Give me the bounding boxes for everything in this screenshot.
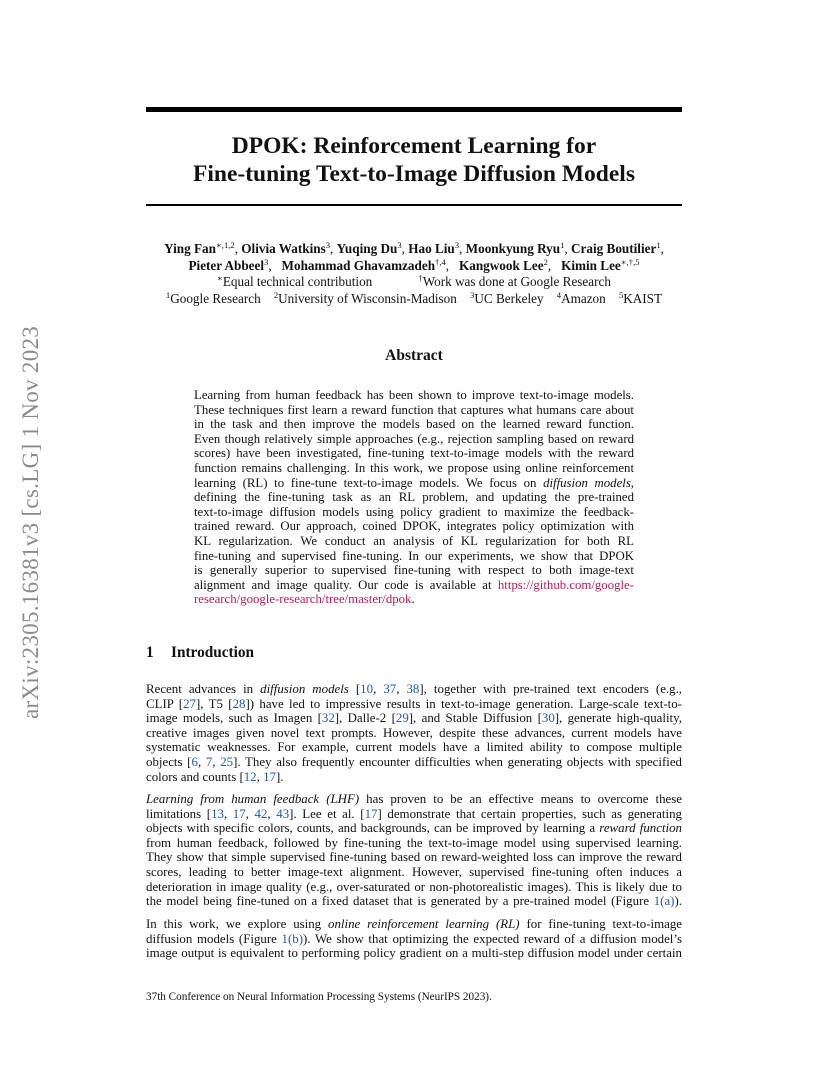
section-heading-introduction (146, 644, 254, 662)
body-line: diffusion models (Figure 1(b)). We show that optimizing the expected reward of a diffusion model’s (146, 931, 682, 946)
citation-link[interactable]: 12 (243, 769, 257, 784)
work-note: Work was done at Google Research (422, 274, 611, 289)
citation-link[interactable]: 27 (183, 696, 196, 711)
citation-link[interactable]: 10 (360, 682, 374, 696)
author-line-1: Ying Fan$^{∗,1,2}$, Olivia Watkins$^3$, Yuqing Du$^3$, Hao Liu$^3$, Moonkyung Ryu$^1$, Craig Boutilier$^1$, (164, 240, 664, 256)
code-link-continued[interactable]: research/google-research/tree/master/dpok (194, 592, 412, 607)
body-line: creative images given novel text prompts. However, despite these advances, current models have (146, 725, 682, 740)
body-line: Recent advances in diffusion models [10, 37, 38], together with pre-trained text encoders (e.g., (146, 682, 683, 696)
abstract-line: is generally superior to supervised fine-tuning with respect to both image-text (194, 563, 634, 578)
body-line: systematic weaknesses. For example, current models have a limited ability to compose multiple (146, 740, 682, 755)
citation-link[interactable]: 17 (263, 769, 276, 784)
code-link[interactable]: https://github.com/google- (497, 577, 634, 592)
abstract-line: defining the fine-tuning task as an RL problem, and updating the pre-trained (194, 490, 634, 505)
abstract-line: text-to-image diffusion models using policy gradient to maximize the feedback- (194, 504, 634, 519)
affiliations: $^1$Google Research $^2$University of Wisconsin-Madison $^3$UC Berkeley $^4$Amazon $^5$KAIST (165, 289, 663, 306)
section-title: Introduction (171, 644, 255, 661)
conference-footer: 37th Conference on Neural Information Processing Systems (NeurIPS 2023). (146, 991, 492, 1003)
affiliation: UC Berkeley (474, 290, 544, 306)
abstract-line: scores) have been investigated, fine-tuning text-to-image models with the reward (194, 446, 634, 461)
author-line-2: Pieter Abbeel$^3$, Mohammad Ghavamzadeh$^{\dagger,4}$, Kangwook Lee$^2$, Kimin Lee$^{∗,\dagger,5}$ (188, 256, 640, 273)
abstract-line: in the task and then improve the models based on the learned reward function. (194, 417, 634, 432)
citation-link[interactable]: 17 (364, 806, 378, 821)
citation-link[interactable]: 13 (211, 806, 224, 821)
author-name: Mohammad Ghavamzadeh (281, 257, 436, 273)
citation-link[interactable]: 37 (383, 682, 397, 696)
citation-link[interactable]: 6 (191, 754, 198, 769)
contribution-notes: ∗Equal technical contribution †Work was done at Google Research (217, 273, 611, 289)
citation-link[interactable]: 42 (254, 806, 268, 821)
author-block (146, 241, 682, 307)
body-line: the model being fine-tuned on a fixed dataset that is generated by a pre-trained model (Figure 1(a)). (146, 894, 682, 909)
citation-link[interactable]: 43 (276, 806, 290, 821)
author-name: Yuqing Du (336, 241, 398, 256)
author-name: Olivia Watkins (241, 241, 326, 256)
author-name: Kangwook Lee (458, 257, 544, 273)
body-line: Learning from human feedback (LHF) has proven to be an effective means to overcome these (146, 792, 682, 806)
author-name: Craig Boutilier (571, 241, 657, 256)
author-name: Moonkyung Ryu (465, 241, 561, 256)
affiliation: University of Wisconsin-Madison (278, 290, 457, 306)
affiliation: KAIST (623, 290, 663, 306)
body-line: colors and counts [12, 17]. (146, 769, 284, 784)
abstract-line: research/google-research/tree/master/dpok. (194, 592, 415, 607)
abstract-line: These techniques first learn a reward function that captures what humans care about (194, 402, 634, 417)
author-name: Ying Fan (164, 241, 216, 256)
intro-paragraph-1 (146, 682, 682, 784)
title-bottom-rule (146, 204, 682, 206)
section-number: 1 (146, 644, 154, 661)
abstract-body (194, 388, 634, 607)
figure-link[interactable]: 1(a) (653, 894, 675, 909)
citation-link[interactable]: 17 (232, 806, 246, 821)
title-top-rule (146, 107, 682, 112)
author-name: Kimin Lee (561, 257, 621, 273)
abstract-heading: Abstract (385, 347, 443, 364)
title-line-1: DPOK: Reinforcement Learning for (231, 133, 597, 159)
author-name: Pieter Abbeel (188, 257, 265, 273)
citation-link[interactable]: 7 (205, 754, 213, 769)
affiliation: Google Research (170, 290, 261, 306)
equal-contribution-note: Equal technical contribution (222, 274, 373, 289)
figure-link[interactable]: 1(b) (281, 931, 304, 946)
body-line: deterioration in image quality (e.g., over-saturated or non-photorealistic images). This is likely due to (146, 879, 682, 894)
abstract-line: fine-tuning and supervised fine-tuning. In our experiments, we show that DPOK (194, 548, 634, 563)
body-line: In this work, we explore using online reinforcement learning (RL) for fine-tuning text-to-image (146, 917, 682, 931)
citation-link[interactable]: 29 (395, 711, 409, 726)
citation-link[interactable]: 25 (220, 754, 234, 769)
citation-link[interactable]: 28 (232, 696, 246, 711)
intro-paragraph-3 (146, 917, 682, 961)
body-line: They show that simple supervised fine-tuning based on reward-weighted loss can improve the reward (146, 850, 682, 865)
author-name: Hao Liu (408, 241, 455, 256)
body-line: limitations [13, 17, 42, 43]. Lee et al. [17] demonstrate that certain properties, such as generating (146, 806, 682, 821)
citation-link[interactable]: 38 (406, 682, 420, 696)
body-line: image models, such as Imagen [32], Dalle-2 [29], and Stable Diffusion [30], generate high-quality, (146, 711, 682, 726)
body-line: from human feedback, followed by fine-tuning the text-to-image model using supervised learning. (146, 835, 682, 850)
abstract-line: function remains challenging. In this work, we propose using online reinforcement (194, 460, 634, 475)
citation-link[interactable]: 30 (541, 711, 555, 726)
body-line: image output is equivalent to performing policy gradient on a multi-step diffusion model under certain (146, 946, 682, 961)
abstract-line: learning (RL) to fine-tune text-to-image models. We focus on diffusion models, (194, 475, 634, 490)
abstract-line: trained reward. Our approach, coined DPOK, integrates policy optimization with (194, 519, 634, 534)
arxiv-identifier: arXiv:2305.16381v3 [cs.LG] 1 Nov 2023 (18, 325, 43, 719)
body-line: CLIP [27], T5 [28]) have led to impressive results in text-to-image generation. Large-scale text-to- (146, 696, 682, 711)
body-line: objects [6, 7, 25]. They also frequently encounter difficulties when generating objects with specified (146, 754, 683, 769)
body-line: objects with specific colors, counts, and backgrounds, can be improved by learning a reward function (146, 821, 682, 836)
abstract-line: Even though relatively simple approaches (e.g., rejection sampling based on reward (194, 431, 634, 446)
intro-paragraph-2 (146, 792, 682, 909)
abstract-line: Learning from human feedback has been shown to improve text-to-image models. (194, 388, 634, 402)
paper-title (146, 132, 682, 188)
body-line: scores, leading to better image-text alignment. However, supervised fine-tuning often induces a (146, 864, 682, 879)
title-line-2: Fine-tuning Text-to-Image Diffusion Models (193, 161, 635, 187)
abstract-line: alignment and image quality. Our code is available at https://github.com/google- (194, 577, 634, 592)
citation-link[interactable]: 32 (321, 711, 335, 726)
abstract-line: KL regularization. We conduct an analysis of KL regularization for both RL (194, 533, 634, 548)
affiliation: Amazon (561, 290, 606, 306)
